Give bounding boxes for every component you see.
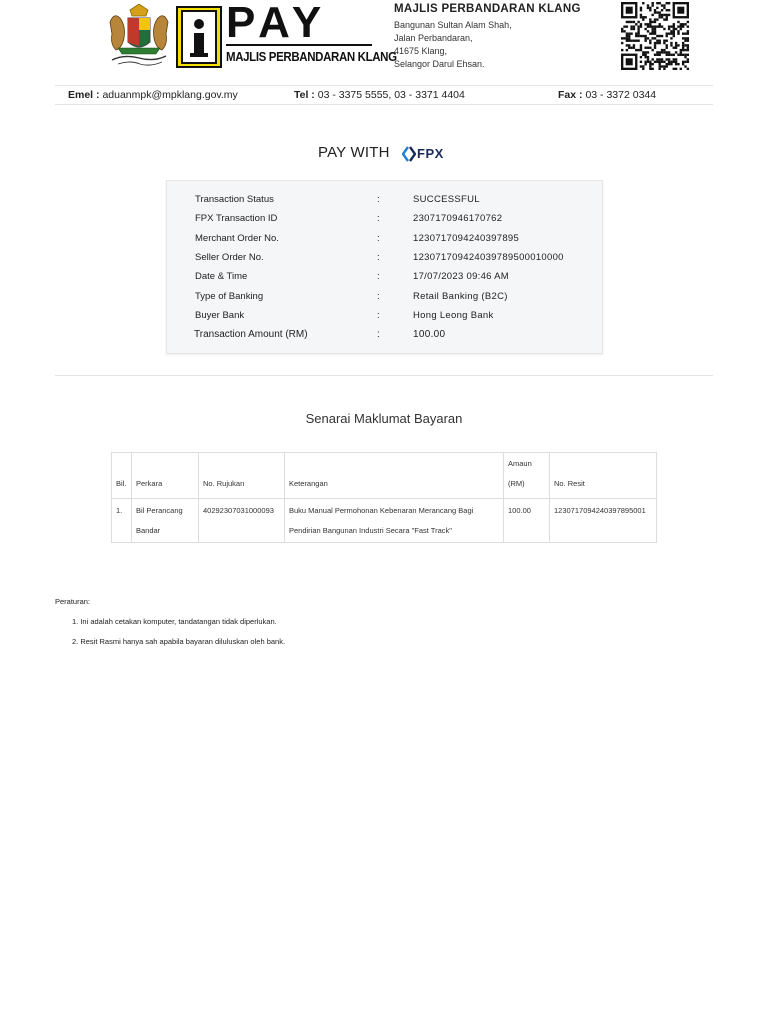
table-row [112,499,657,543]
pay-with-label: PAY WITH [318,144,390,161]
seller-order-value: 12307170942403978950001000​0 [413,252,564,263]
organisation-block [394,3,614,71]
row-label: Merchant Order No. [195,233,279,244]
fax-value: 03 - 3372 0344 [585,89,657,101]
email-contact [68,89,238,101]
cell-perkara-line: Bandar [136,526,161,535]
cell-bil: 1. [112,499,132,543]
receipt-header [0,0,768,84]
ipay-logo [176,0,397,68]
fpx-transaction-id-value: 2307170946170762 [413,213,503,224]
address-line: 41675 Klang, [394,46,448,56]
fax-contact [558,89,656,101]
header-amaun-unit: (RM) [508,479,525,488]
row-label: Transaction Amount (RM) [194,329,308,340]
transaction-row [167,213,604,231]
note-item: 1. Ini adalah cetakan komputer, tandatangan tidak diperlukan. [72,617,277,626]
transaction-row [167,271,604,289]
contact-bar [55,85,713,105]
row-separator: : [377,252,380,263]
row-separator: : [377,329,380,340]
buyer-bank-value: Hong Leong Bank [413,310,494,321]
row-label: Seller Order No. [195,252,264,263]
tel-label: Tel : [294,89,315,101]
qr-code-icon [620,2,690,70]
transaction-row [167,291,604,309]
row-separator: : [377,271,380,282]
transaction-row [167,233,604,251]
header-amaun-line: Amaun [508,459,532,468]
logo-text: PAY [226,0,328,47]
phone-contact [294,89,465,101]
header-resit: No. Resit [550,453,657,499]
address-line: Bangunan Sultan Alam Shah, [394,20,512,30]
organisation-name: MAJLIS PERBANDARAN KLANG [394,3,581,15]
fpx-chevron-icon [402,146,416,162]
transaction-status-value: SUCCESSFUL [413,194,480,205]
row-label: Date & Time [195,271,248,282]
row-separator: : [377,213,380,224]
header-rujukan: No. Rujukan [199,453,285,499]
logo-subtitle: MAJLIS PERBANDARAN KLANG [226,50,397,64]
payment-list-title: Senarai Maklumat Bayaran [305,411,463,426]
fpx-brand-text: FPX [417,146,444,161]
header-bil: Bil. [112,453,132,499]
notes-block [55,597,285,657]
row-label: Transaction Status [195,194,274,205]
row-separator: : [377,310,380,321]
header-keterangan: Keterangan [285,453,504,499]
address-line: Selangor Darul Ehsan. [394,59,485,69]
row-separator: : [377,233,380,244]
payment-details-table [111,452,657,543]
header-amaun [504,453,550,499]
banking-type-value: Retail Banking (B2C) [413,291,508,302]
transaction-row [167,329,604,347]
note-item: 2. Resit Rasmi hanya sah apabila bayaran diluluskan oleh bank. [72,637,286,646]
cell-rujukan: 40292307031000093 [199,499,285,543]
transaction-amount-value: 100.00 [413,329,446,340]
merchant-order-value: 1230717094240397895 [413,233,520,244]
row-separator: : [377,291,380,302]
notes-title: Peraturan: [55,597,91,606]
table-header-row [112,453,657,499]
transaction-row [167,252,604,270]
email-label: Emel : [68,89,100,101]
state-crest-icon [104,4,174,68]
cell-perkara [132,499,199,543]
row-label: Buyer Bank [195,310,245,321]
email-value: aduanmpk@mpklang.gov.my [102,89,238,101]
cell-amaun: 100.00 [504,499,550,543]
section-divider [55,375,713,376]
cell-resit: 1230717094240397895001 [550,499,657,543]
date-time-value: 17/07/2023 09:46 AM [413,271,510,282]
fax-label: Fax : [558,89,583,101]
cell-keterangan [285,499,504,543]
tel-value: 03 - 3375 5555, 03 - 3371 4404 [317,89,465,101]
cell-keterangan-line: Buku Manual Permohonan Kebenaran Merancang Bagi [289,506,474,515]
transaction-row [167,310,604,328]
cell-keterangan-line: Pendirian Bangunan Industri Secara "Fast Track" [289,526,452,535]
row-label: FPX Transaction ID [195,213,278,224]
cell-perkara-line: Bil Perancang [136,506,183,515]
transaction-details-card [166,180,603,354]
header-perkara: Perkara [132,453,199,499]
row-separator: : [377,194,380,205]
transaction-row [167,194,604,212]
address-line: Jalan Perbandaran, [394,33,473,43]
row-label: Type of Banking [195,291,264,302]
fpx-logo [402,146,450,162]
